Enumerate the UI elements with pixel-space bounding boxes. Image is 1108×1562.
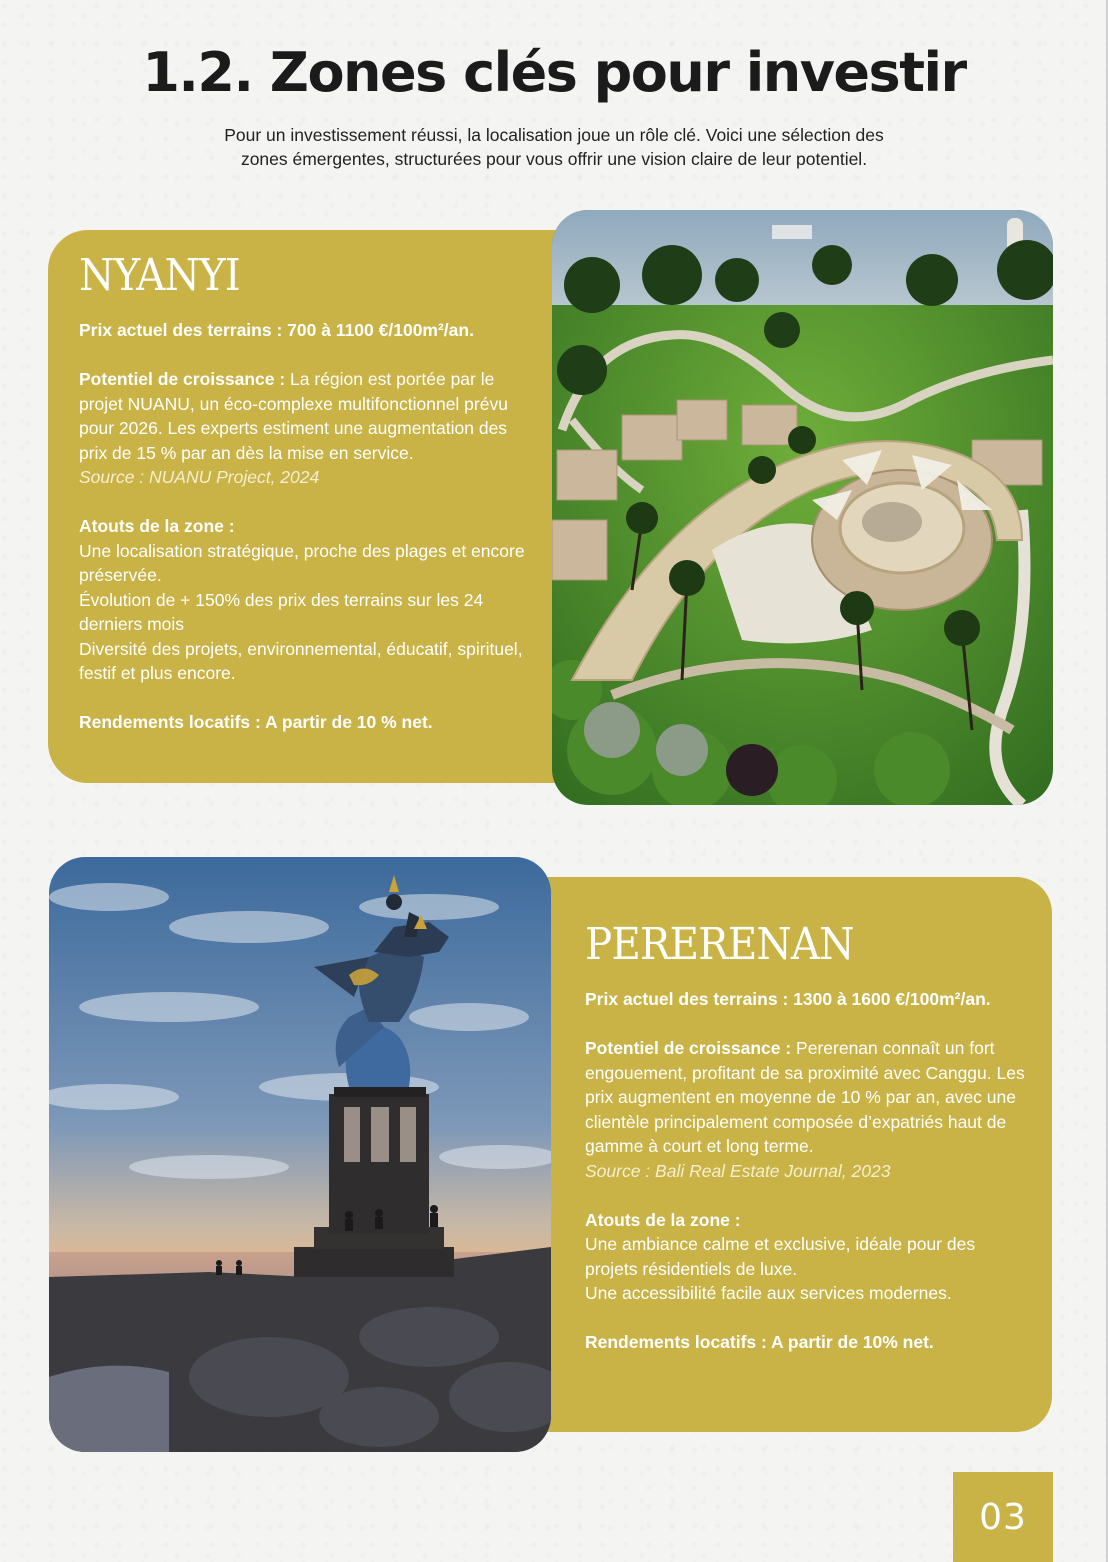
spacer	[585, 1306, 1030, 1331]
growth-text: Pererenan connaît un fort engouement, profitant de sa proximité avec Canggu. Les prix augmentent en moyenne de 10 % par an, avec une clientèle principalement composée d’expatriés haut de gamme à court et long terme.	[585, 1038, 1025, 1156]
spacer	[585, 1012, 1030, 1037]
spacer	[79, 343, 529, 368]
asset-item: Une localisation stratégique, proche des plages et encore préservée.	[79, 540, 525, 585]
growth-paragraph	[79, 367, 529, 465]
asset-item: Une accessibilité facile aux services modernes.	[585, 1283, 952, 1303]
zone-card-nyanyi	[48, 230, 588, 783]
source-citation: Source : Bali Real Estate Journal, 2023	[585, 1160, 891, 1181]
price-line: Prix actuel des terrains : 700 à 1100 €/100m²/an.	[79, 320, 474, 340]
yield-line: Rendements locatifs : A partir de 10 % net.	[79, 712, 433, 732]
asset-item: Une ambiance calme et exclusive, idéale pour des projets résidentiels de luxe.	[585, 1234, 976, 1279]
pererenan-statue-photo	[49, 857, 551, 1452]
yield-line: Rendements locatifs : A partir de 10% net.	[585, 1332, 934, 1352]
intro-line-1: Pour un investissement réussi, la localisation joue un rôle clé. Voici une sélection des	[224, 125, 884, 145]
asset-item: Diversité des projets, environnemental, éducatif, spirituel, festif et plus encore.	[79, 638, 523, 683]
page-number: 03	[953, 1472, 1053, 1562]
source-citation: Source : NUANU Project, 2024	[79, 467, 320, 487]
zone-card-pererenan	[520, 877, 1052, 1432]
assets-label: Atouts de la zone :	[79, 516, 235, 536]
asset-item: Évolution de + 150% des prix des terrains sur les 24 derniers mois	[79, 589, 484, 634]
growth-label: Potentiel de croissance :	[79, 369, 286, 389]
growth-label: Potentiel de croissance :	[585, 1038, 792, 1058]
intro-text	[150, 123, 958, 171]
spacer	[79, 490, 529, 515]
growth-paragraph	[585, 1036, 1030, 1159]
zone-title: NYANYI	[79, 250, 240, 301]
page-title: 1.2. Zones clés pour investir	[142, 41, 966, 104]
price-line: Prix actuel des terrains : 1300 à 1600 €/100m²/an.	[585, 989, 991, 1009]
zone-card-body	[585, 917, 1030, 1355]
zone-title: PERERENAN	[585, 919, 854, 970]
spacer	[79, 686, 529, 711]
zone-card-body	[79, 248, 529, 735]
intro-line-2: zones émergentes, structurées pour vous offrir une vision claire de leur potentiel.	[240, 149, 868, 169]
pererenan-statue-illustration	[49, 857, 551, 1452]
nuanu-aerial-photo	[552, 210, 1053, 805]
assets-label: Atouts de la zone :	[585, 1209, 741, 1230]
spacer	[585, 1183, 1030, 1208]
growth-text: La région est portée par le projet NUANU, un éco-complexe multifonctionnel prévu pour 2026. Les experts estiment une augmentation des prix de 15 % par an dès la mise en service.	[79, 369, 508, 463]
nuanu-aerial-illustration	[552, 210, 1053, 805]
